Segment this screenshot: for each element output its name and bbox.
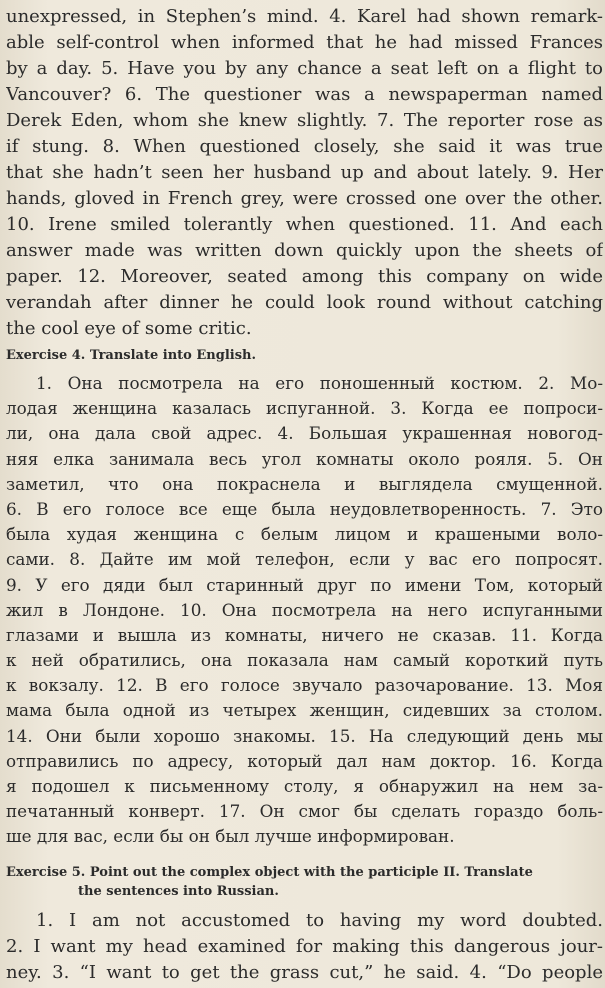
text-line: able self-control when informed that he had missed Frances: [6, 32, 603, 53]
text-line: няя елка занимала весь угол комнаты около рояля. 5. Он: [6, 448, 603, 469]
text-line: answer made was written down quickly upon the sheets of: [6, 240, 603, 261]
exercise-5-title: Exercise 5. Point out the complex object with the participle II. Translate: [6, 865, 533, 880]
exercise-3-continuation: [6, 4, 603, 342]
text-line: Derek Eden, whom she knew slightly. 7. The reporter rose as: [6, 110, 603, 131]
text-line: 9. У его дяди был старинный друг по имени Том, который: [6, 574, 603, 595]
text-line: unexpressed, in Stephen’s mind. 4. Karel had shown remark-: [6, 6, 603, 27]
text-line: сами. 8. Дайте им мой телефон, если у вас его попросят.: [6, 549, 603, 570]
exercise-4-heading: [6, 346, 603, 365]
exercise-5-body: [6, 908, 603, 986]
text-line: была худая женщина с белым лицом и крашеными воло-: [6, 524, 603, 545]
text-line: я подошел к письменному столу, я обнаружил на нем за-: [6, 776, 603, 796]
text-line: ли, она дала свой адрес. 4. Большая украшенная новогод-: [6, 423, 603, 444]
text-line: paper. 12. Moreover, seated among this company on wide: [6, 266, 603, 287]
text-line: лодая женщина казалась испуганной. 3. Когда ее попроси-: [6, 398, 603, 419]
text-line: if stung. 8. When questioned closely, she said it was true: [6, 136, 603, 157]
text-line: жил в Лондоне. 10. Она посмотрела на него испуганными: [6, 599, 603, 620]
text-line: 10. Irene smiled tolerantly when questioned. 11. And each: [6, 214, 603, 235]
exercise-4-body: [6, 371, 603, 850]
text-line: 1. I am not accustomed to having my word doubted.: [36, 910, 603, 931]
text-line: к ней обратились, она показала нам самый короткий путь: [6, 650, 603, 671]
text-line: глазами и вышла из комнаты, ничего не сказав. 11. Когда: [6, 624, 603, 645]
text-line: 1. Она посмотрела на его поношенный костюм. 2. Мо-: [36, 373, 603, 393]
text-line: the cool eye of some critic.: [6, 318, 252, 339]
exercise-5-title-continued: the sentences into Russian.: [78, 884, 279, 899]
text-line: hands, gloved in French grey, were crossed one over the other.: [6, 188, 603, 209]
text-line: 6. В его голосе все еще была неудовлетворенность. 7. Это: [6, 498, 603, 519]
text-line: that she hadn’t seen her husband up and about lately. 9. Her: [6, 162, 603, 183]
text-line: ney. 3. “I want to get the grass cut,” he said. 4. “Do people: [6, 962, 603, 983]
text-line: заметил, что она покраснела и выглядела смущенной.: [6, 473, 603, 494]
text-line: отправились по адресу, который дал нам доктор. 16. Когда: [6, 750, 603, 771]
text-line: verandah after dinner he could look round without catching: [6, 292, 603, 313]
text-line: Vancouver? 6. The questioner was a newspaperman named: [6, 84, 603, 105]
text-line: печатанный конверт. 17. Он смог бы сделать гораздо боль-: [6, 801, 603, 822]
exercise-5-heading: [6, 863, 603, 901]
text-line: 2. I want my head examined for making this dangerous jour-: [6, 936, 603, 957]
text-line: мама была одной из четырех женщин, сидевших за столом.: [6, 700, 603, 721]
exercise-4-title: Exercise 4. Translate into English.: [6, 348, 256, 363]
text-line: ше для вас, если бы он был лучше информирован.: [6, 826, 455, 847]
text-line: 14. Они были хорошо знакомы. 15. На следующий день мы: [6, 725, 603, 746]
text-line: by a day. 5. Have you by any chance a seat left on a flight to: [6, 58, 603, 79]
text-line: к вокзалу. 12. В его голосе звучало разочарование. 13. Моя: [6, 675, 603, 696]
